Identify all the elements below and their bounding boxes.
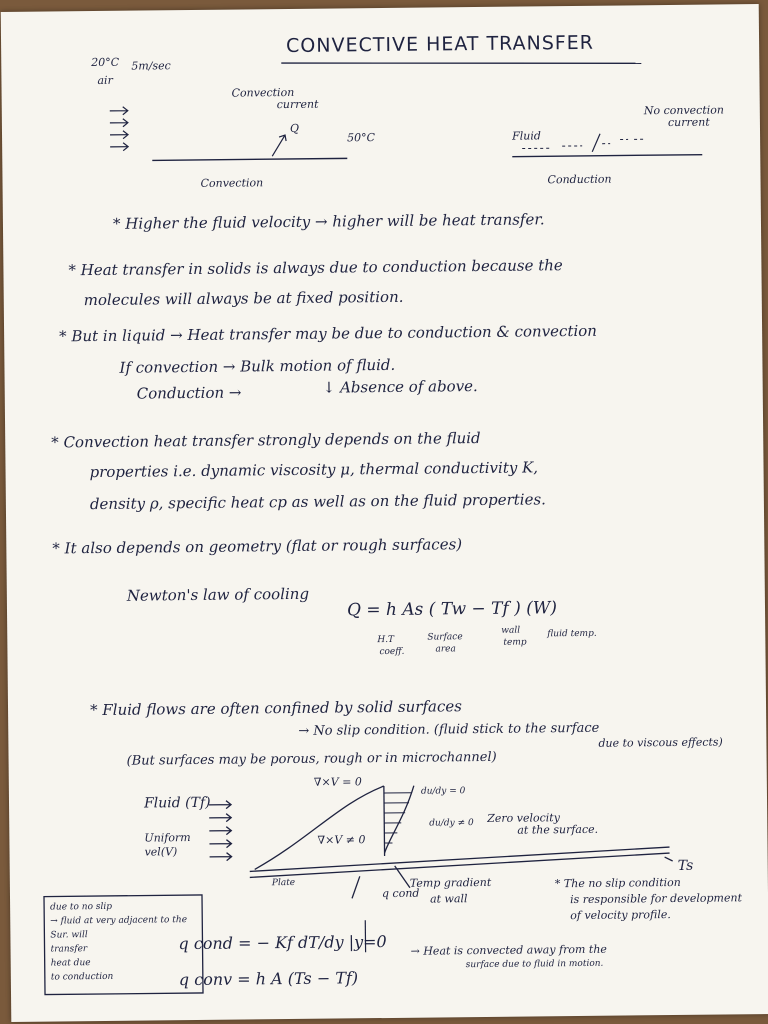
convection-caption: Convection [200, 176, 264, 190]
note-line: Newton's law of cooling [126, 584, 310, 605]
note-line: due to viscous effects) [598, 735, 723, 750]
eq-label: fluid temp. [547, 628, 597, 640]
velocity-label: vel(V) [144, 845, 178, 859]
zero-velocity-1: Zero velocity [487, 811, 560, 825]
plate-label: Plate [271, 877, 296, 889]
convection-current-1: Convection [231, 85, 295, 100]
qcond-label: q cond [381, 886, 420, 901]
note-line: * Heat transfer in solids is always due to conduction because the [68, 256, 563, 280]
note-line: * Higher the fluid velocity → higher will be heat transfer. [112, 210, 545, 233]
side-note-line: of velocity profile. [570, 908, 671, 923]
uniform-label: Uniform [144, 831, 191, 845]
fluid-label: Fluid [511, 129, 541, 143]
convection-surface [152, 158, 347, 160]
conduction-surface [512, 155, 702, 157]
note-box-line: due to no slip [50, 901, 113, 913]
conduction-flux-equation: q cond = − Kf dT/dy |y=0 [178, 932, 387, 954]
air-speed: 5m/sec [131, 59, 171, 73]
eq-label: coeff. [379, 646, 405, 658]
note-line: density ρ, specific heat cp as well as on the fluid properties. [89, 490, 546, 514]
fluid-tf-label: Fluid (Tf) [143, 794, 211, 812]
newton-equation: Q = h As ( Tw − Tf ) (W) [346, 598, 558, 621]
temp-gradient-1: Temp gradient [409, 875, 492, 890]
note-line: * It also depends on geometry (flat or rough surfaces) [52, 535, 463, 558]
note-box-line: → fluid at very adjacent to the [50, 915, 188, 927]
note-box-line: transfer [50, 944, 88, 955]
eq-label: area [435, 644, 456, 655]
air-temp: 20°C [91, 55, 120, 70]
note-line: (But surfaces may be porous, rough or in microchannel) [126, 749, 497, 769]
surface-temp-ts: Ts [677, 857, 694, 874]
no-convection-1: No convection [643, 103, 725, 118]
curl-nonzero-label: ∇×V ≠ 0 [317, 833, 366, 847]
air-label: air [97, 73, 113, 87]
zero-velocity-2: at the surface. [517, 822, 599, 837]
sketch-layer [1, 4, 768, 1022]
note-box-line: heat due [50, 958, 91, 969]
temp-gradient-2: at wall [429, 892, 468, 906]
note-box-line: to conduction [50, 971, 114, 983]
side-note-line: * The no slip condition [554, 875, 681, 891]
note-box-line: Sur. will [50, 930, 88, 941]
note-line: Conduction → [136, 383, 242, 403]
heat-arrow [272, 135, 286, 156]
note-line: → No slip condition. (fluid stick to the surface [298, 720, 600, 739]
air-flow-arrows [110, 107, 128, 151]
dudy-zero-label: du/dy = 0 [420, 786, 466, 797]
note-line: * But in liquid → Heat transfer may be due to conduction & convection [59, 321, 598, 346]
convection-note-2: surface due to fluid in motion. [465, 958, 604, 971]
title-underline [281, 59, 641, 67]
no-convection-2: current [667, 115, 710, 130]
eq-label: temp [503, 637, 527, 648]
note-line: molecules will always be at fixed position. [83, 287, 404, 310]
convection-flux-equation: q conv = h A (Ts − Tf) [178, 968, 359, 990]
eq-label: wall [501, 625, 521, 636]
eq-label: H.T [377, 634, 395, 646]
note-line: * Convection heat transfer strongly depends on the fluid [51, 428, 481, 452]
dudy-nonzero-label: du/dy ≠ 0 [429, 818, 474, 829]
conduction-caption: Conduction [547, 172, 612, 187]
surface-temp: 50°C [347, 131, 376, 145]
note-line: * Fluid flows are often confined by solid surfaces [89, 697, 462, 720]
notebook-page [1, 4, 768, 1022]
convection-current-2: current [276, 97, 319, 112]
note-line: If convection → Bulk motion of fluid. [119, 355, 396, 377]
eq-label: Surface [427, 632, 463, 643]
heat-label: Q [289, 121, 300, 135]
convection-note: → Heat is convected away from the [410, 942, 607, 958]
note-line: ↓ Absence of above. [322, 377, 478, 397]
curl-zero-label: ∇×V = 0 [313, 775, 362, 789]
page-title: CONVECTIVE HEAT TRANSFER [285, 31, 595, 58]
side-note-line: is responsible for development [569, 891, 743, 907]
note-line: properties i.e. dynamic viscosity μ, thermal conductivity K, [89, 458, 539, 482]
